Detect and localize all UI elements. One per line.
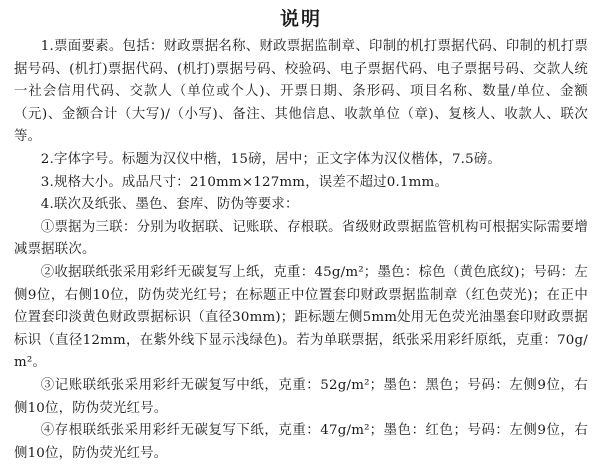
- paragraph-copies-heading: 4.联次及纸张、墨色、套库、防伪等要求：: [40, 197, 299, 213]
- paragraph-ticket-elements: 1.票面要素。包括：财政票据名称、财政票据监制章、印制的机打票据代码、印制的机打票据号码、(机打)票据代码、(机打)票据号码、校验码、电子票据代码、电子票据号码、交款人统一社会信用代码、交款人（单位或个人)、开票日期、条形码、项目名称、数量/单位、金额（元)、金额合计（大写)/（小写)、备注、其他信息、收款单位（章)、复核人、收款人、联次等。: [14, 39, 588, 145]
- paragraph-accounting-copy: ③记账联纸张采用彩纤无碳复写中纸，克重：52g/m²；墨色：黑色；号码：左侧9位，右侧10位，防伪荧光红号。: [14, 377, 588, 416]
- document-title: 说明: [279, 8, 322, 30]
- paragraph-receipt-copy: ②收据联纸张采用彩纤无碳复写上纸，克重：45g/m²；墨色：棕色（黄色底纹)；号码：左侧9位，右侧10位，防伪荧光红号；在标题正中位置套印财政票据监制章（红色荧光)；在正中位置套印淡黄色财政票据标识（直径30mm)；距标题左侧5mm处用无色荧光油墨套印财政票据标识（直径12mm，在紫外线下显示浅绿色)。若为单联票据，纸张采用彩纤原纸，克重：70g/m²。: [14, 264, 588, 371]
- paragraph-stub-copy: ④存根联纸张采用彩纤无碳复写下纸，克重：47g/m²；墨色：红色；号码：左侧9位，右侧10位，防伪荧光红号。: [14, 423, 588, 461]
- paragraph-font-size: 2.字体字号。标题为汉仪中楷，15磅，居中；正文字体为汉仪楷体，7.5磅。: [40, 151, 502, 167]
- paragraph-dimensions: 3.规格大小。成品尺寸：210mm×127mm，误差不超过0.1mm。: [40, 174, 449, 190]
- paragraph-three-copies: ①票据为三联：分别为收据联、记账联、存根联。省级财政票据监管机构可根据实际需要增减票据联次。: [14, 219, 588, 258]
